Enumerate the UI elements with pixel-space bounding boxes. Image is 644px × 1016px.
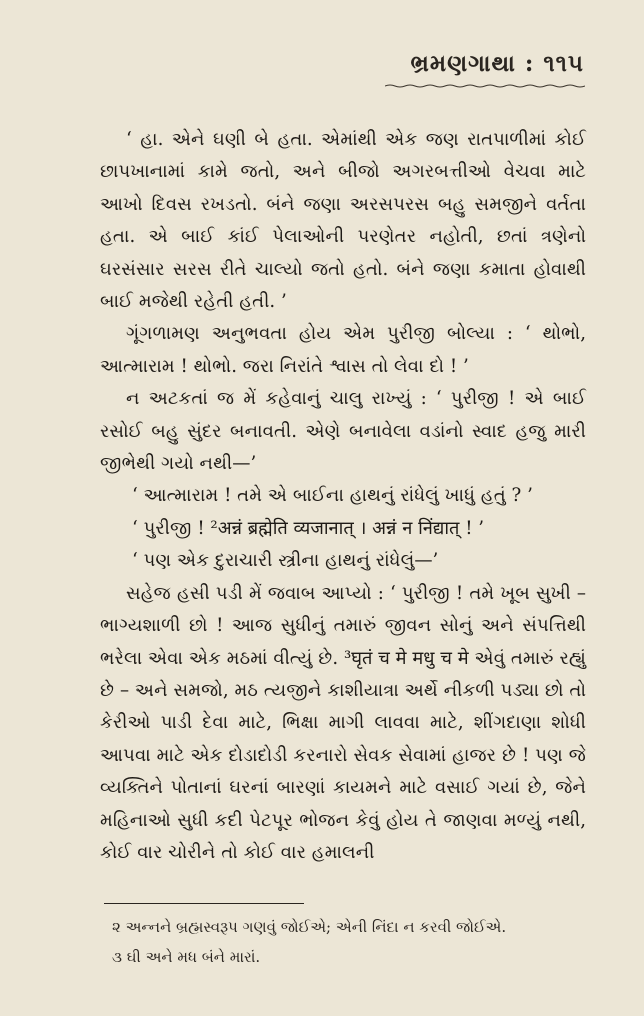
footnote-2: ૨ અન્નને બ્રહ્મસ્વરૂપ ગણવું જોઈએ; એની નિંદા ન કરવી જોઈએ. <box>112 918 507 936</box>
footnote-3: ૩ ઘી અને મધ બંને મારાં. <box>112 948 261 966</box>
footnote-divider <box>104 903 304 904</box>
dialog-line-sanskrit-quote: ‘ પુરીજી ! ²अन्नं ब्रह्मेति व्यजानात् । अन्नं न निंद्यात् ! ’ <box>132 517 485 539</box>
paragraph-puriji-interrupts: ગૂંગળામણ અનુભવતા હોય એમ પુરીજી બોલ્યા : ‘ થોભો, આત્મારામ ! થોભો. જરા નિરાંતે શ્વાસ તો લેવા દો ! ’ <box>100 323 586 377</box>
running-head-rule <box>385 84 585 88</box>
body-text <box>100 124 586 869</box>
dialog-line-puriji-question: ‘ આત્મારામ ! તમે એ બાઈના હાથનું રાંધેલું ખાધું હતું ? ’ <box>132 485 533 507</box>
paragraph-narrator-reply: સહેજ હસી પડી મેં જવાબ આપ્યો : ‘ પુરીજી ! તમે ખૂબ સુખી – ભાગ્યશાળી છો ! આજ સુધીનું તમારું જીવન સોનું અને સંપત્તિથી ભરેલા એવા એક મઠમાં વીત્યું છે. ³घृतं च मे मधु च मे એવું તમારું રહ્યું છે – અને સમજો, મઠ ત્યજીને કાશીયાત્રા અર્થે નીકળી પડ્યા છો તો કેરીઓ પાડી દેવા માટે, ભિક્ષા માગી લાવવા માટે, શીંગદાણા શોધી આપવા માટે એક દોડાદોડી કરનારો સેવક સેવામાં હાજર છે ! પણ જે વ્યક્તિને પોતાનાં ઘરનાં બારણાં કાયમને માટે વસાઈ ગયાં છે, જેને મહિનાઓ સુધી કદી પેટપૂર ભોજન કેવું હોય તે જાણવા મળ્યું નથી, કોઈ વાર ચોરીને તો કોઈ વાર હમાલની <box>100 582 586 863</box>
paragraph-narrator-continues: ન અટકતાં જ મેં કહેવાનું ચાલુ રાખ્યું : ‘ પુરીજી ! એ બાઈ રસોઈ બહુ સુંદર બનાવતી. એણે બનાવેલા વડાંનો સ્વાદ હજુ મારી જીભેથી ગયો નથી—’ <box>100 388 586 475</box>
footnotes <box>112 912 582 972</box>
running-head: ભ્રમણગાથા : ૧૧૫ <box>410 50 584 77</box>
dialog-line-puriji-objection: ‘ પણ એક દુરાચારી સ્ત્રીના હાથનું રાંધેલું—’ <box>132 550 439 572</box>
paragraph-narration-woman: ‘ હા. એને ઘણી બે હતા. એમાંથી એક જણ રાતપાળીમાં કોઈ છાપખાનામાં કામે જતો, અને બીજો અગરબત્તીઓ વેચવા માટે આખો દિવસ રખડતો. બંને જણા અરસપરસ બહુ સમજીને વર્તતા હતા. એ બાઈ કાંઈ પેલાઓની પરણેતર નહોતી, છતાં ત્રણેનો ઘરસંસાર સરસ રીતે ચાલ્યો જતો હતો. બંને જણા કમાતા હોવાથી બાઈ મજેથી રહેતી હતી. ’ <box>100 129 586 313</box>
